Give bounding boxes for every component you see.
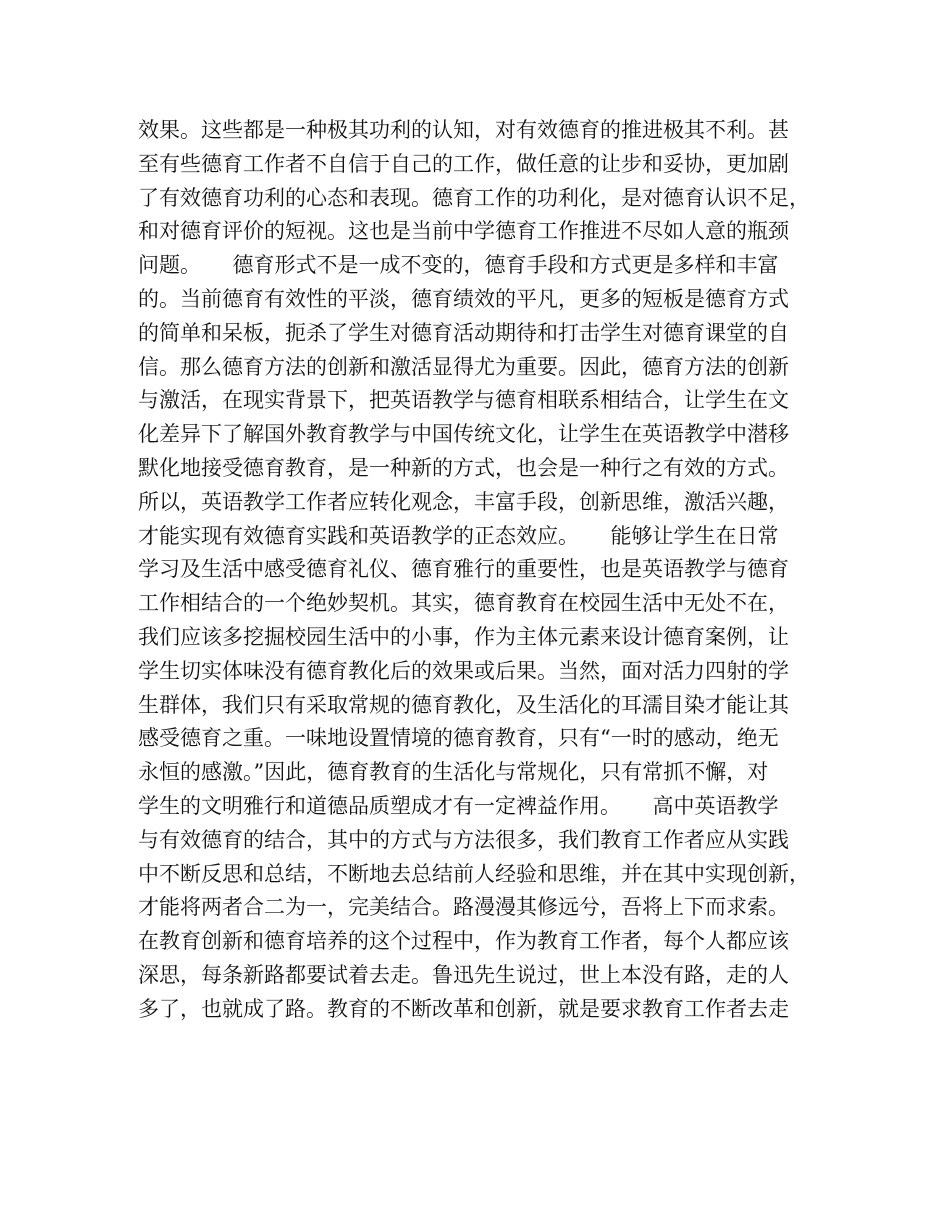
text-line: 化差异下了解国外教育教学与中国传统文化，让学生在英语教学中潜移 [138,422,789,447]
text-line: 所以，英语教学工作者应转化观念，丰富手段，创新思维，激活兴趣， [138,489,789,514]
text-line: 了有效德育功利的心态和表现。德育工作的功利化，是对德育认识不足， [138,185,810,210]
text-line: 永恒的感激。”因此，德育教育的生活化与常规化，只有常抓不懈，对 [138,760,769,785]
body-text [138,114,838,1027]
text-line: 学生切实体味没有德育教化后的效果或后果。当然，面对活力四射的学 [138,658,789,683]
text-line: 学习及生活中感受德育礼仪、德育雅行的重要性，也是英语教学与德育 [138,557,789,582]
text-line: 学生的文明雅行和道德品质塑成才有一定裨益作用。 高中英语教学 [138,793,779,818]
text-line: 默化地接受德育教育，是一种新的方式，也会是一种行之有效的方式。 [138,455,789,480]
text-line: 在教育创新和德育培养的这个过程中，作为教育工作者，每个人都应该 [138,929,789,954]
text-line: 深思，每条新路都要试着去走。鲁迅先生说过，世上本没有路，走的人 [138,962,789,987]
text-line: 才能将两者合二为一，完美结合。路漫漫其修远兮，吾将上下而求索。 [138,895,789,920]
text-line: 和对德育评价的短视。这也是当前中学德育工作推进不尽如人意的瓶颈 [138,219,789,244]
text-line: 我们应该多挖掘校园生活中的小事，作为主体元素来设计德育案例，让 [138,624,789,649]
text-line: 信。那么德育方法的创新和激活显得尤为重要。因此，德育方法的创新 [138,354,789,379]
text-line: 与有效德育的结合，其中的方式与方法很多，我们教育工作者应从实践 [138,827,789,852]
text-line: 效果。这些都是一种极其功利的认知，对有效德育的推进极其不利。甚 [138,118,789,142]
text-line: 至有些德育工作者不自信于自己的工作，做任意的让步和妥协，更加剧 [138,151,789,176]
text-line: 工作相结合的一个绝妙契机。其实，德育教育在校园生活中无处不在， [138,591,789,616]
text-line: 中不断反思和总结，不断地去总结前人经验和思维，并在其中实现创新， [138,861,810,886]
text-line: 才能实现有效德育实践和英语教学的正态效应。 能够让学生在日常 [138,523,779,548]
text-line: 与激活，在现实背景下，把英语教学与德育相联系相结合，让学生在文 [138,388,789,413]
text-line: 问题。 德育形式不是一成不变的，德育手段和方式更是多样和丰富 [138,253,779,278]
text-line: 多了，也就成了路。教育的不断改革和创新，就是要求教育工作者去走 [138,996,789,1021]
text-line: 的。当前德育有效性的平淡，德育绩效的平凡，更多的短板是德育方式 [138,286,789,311]
text-line: 感受德育之重。一味地设置情境的德育教育，只有“一时的感动，绝无 [138,726,779,751]
text-line: 的简单和呆板，扼杀了学生对德育活动期待和打击学生对德育课堂的自 [138,320,789,345]
text-line: 生群体，我们只有采取常规的德育教化，及生活化的耳濡目染才能让其 [138,692,789,717]
